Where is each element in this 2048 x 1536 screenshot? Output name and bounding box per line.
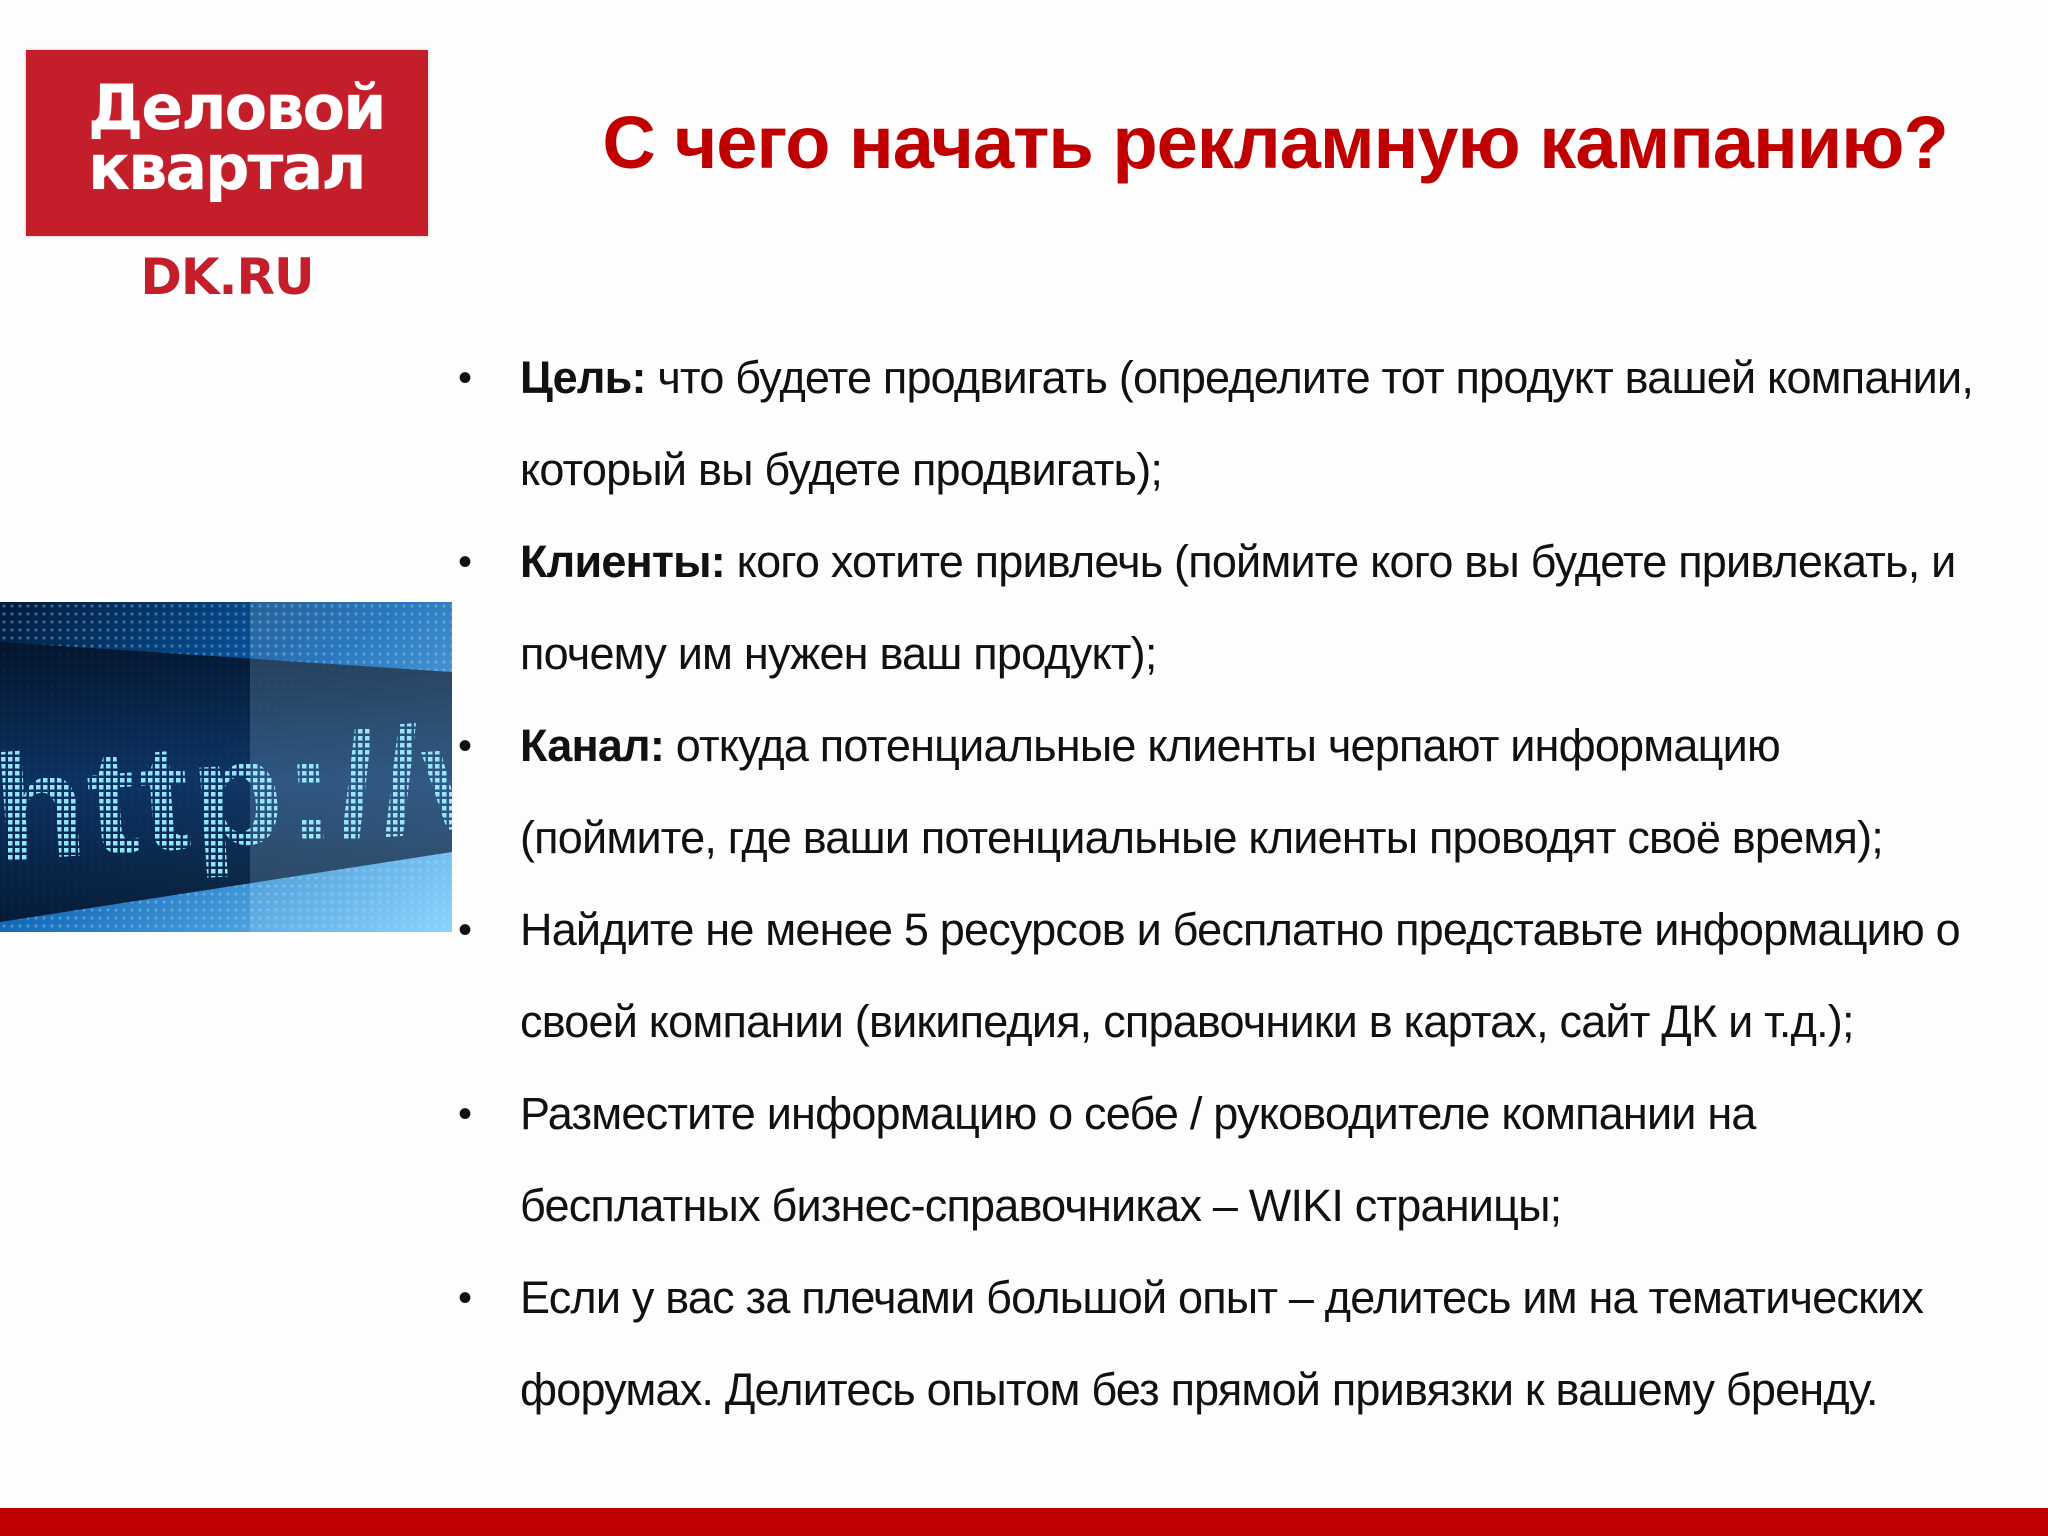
- list-item: [450, 884, 1980, 1068]
- bullet-text: откуда потенциальные клиенты черпают информацию (поймите, где ваши потенциальные клиенты проводят своё время);: [520, 720, 1883, 863]
- bullet-icon: •: [458, 724, 472, 768]
- bullet-label: Цель:: [520, 352, 646, 403]
- logo: [26, 50, 428, 236]
- bullet-text: Разместите информацию о себе / руководителе компании на бесплатных бизнес-справочниках – WIKI страницы;: [520, 1088, 1756, 1231]
- footer-bar: [0, 1508, 2048, 1536]
- bullet-icon: •: [458, 356, 472, 400]
- bullet-icon: •: [458, 1276, 472, 1320]
- bullet-label: Клиенты:: [520, 536, 725, 587]
- http-banner-image: [0, 602, 452, 932]
- bullet-icon: •: [458, 908, 472, 952]
- list-item: [450, 1068, 1980, 1252]
- bullet-text: что будете продвигать (определите тот продукт вашей компании, который вы будете продвигать);: [520, 352, 1974, 495]
- bullet-list: [450, 332, 1980, 1436]
- bullet-text: кого хотите привлечь (поймите кого вы будете привлекать, и почему им нужен ваш продукт);: [520, 536, 1956, 679]
- list-item: [450, 332, 1980, 516]
- bullet-text: Найдите не менее 5 ресурсов и бесплатно представьте информацию о своей компании (википедия, справочники в картах, сайт ДК и т.д.);: [520, 904, 1960, 1047]
- bullet-label: Канал:: [520, 720, 665, 771]
- logo-text: [88, 71, 385, 204]
- logo-line-1: Деловой: [88, 71, 385, 144]
- list-item: [450, 1252, 1980, 1436]
- slide-title: С чего начать рекламную кампанию?: [602, 101, 1948, 184]
- logo-line-2: квартал: [88, 131, 365, 204]
- bullet-icon: •: [458, 540, 472, 584]
- list-item: [450, 700, 1980, 884]
- list-item: [450, 516, 1980, 700]
- logo-domain: DK.RU: [140, 248, 314, 306]
- bullet-icon: •: [458, 1092, 472, 1136]
- bullet-text: Если у вас за плечами большой опыт – делитесь им на тематических форумах. Делитесь опытом без прямой привязки к вашему бренду.: [520, 1272, 1924, 1415]
